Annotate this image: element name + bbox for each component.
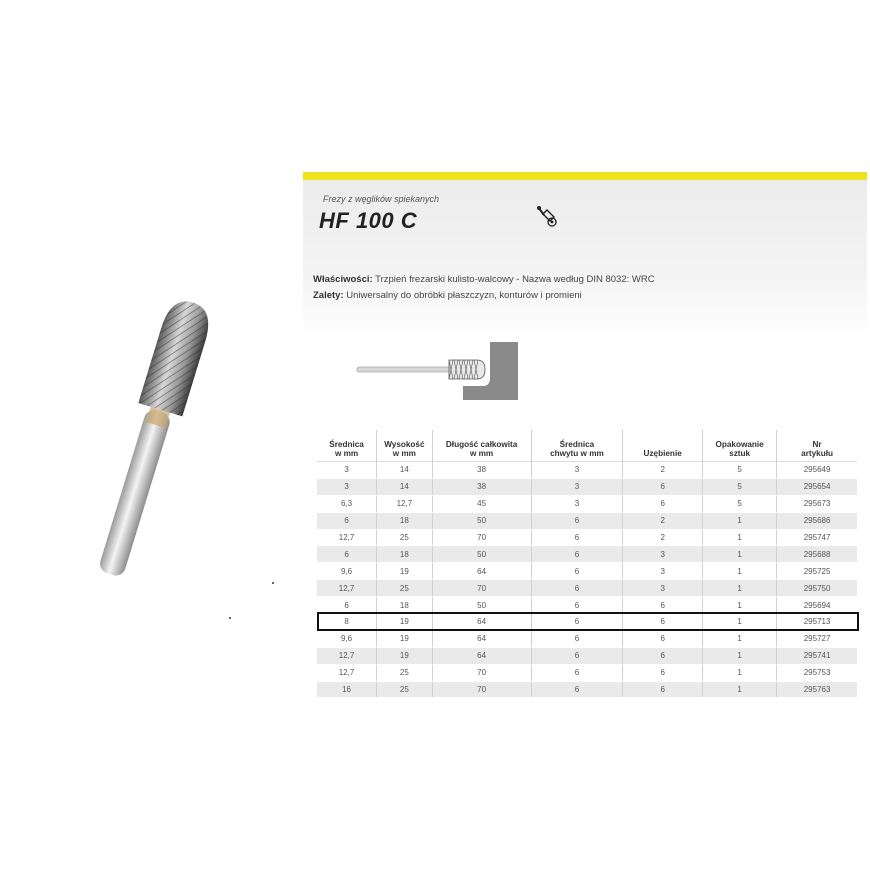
table-cell: 1 [703,563,777,580]
table-cell: 19 [377,614,433,631]
table-row [317,597,857,614]
table-cell: 38 [432,462,531,479]
table-cell: 2 [623,529,703,546]
table-cell: 3 [623,563,703,580]
table-row [317,630,857,647]
properties-label: Właściwości: [313,274,373,285]
table-cell: 6 [317,546,377,563]
table-cell: 6 [531,546,623,563]
accent-bar [303,172,867,180]
table-cell: 18 [377,597,433,614]
table-row [317,614,857,631]
table-row [317,546,857,563]
table-row [317,462,857,479]
table-cell: 6 [623,614,703,631]
table-cell: 1 [703,597,777,614]
table-cell: 295763 [777,681,857,698]
table-cell: 6 [531,563,623,580]
table-cell: 64 [432,630,531,647]
table-cell: 5 [703,478,777,495]
table-cell: 6 [623,647,703,664]
table-cell: 6,3 [317,495,377,512]
table-cell: 295694 [777,597,857,614]
col-teeth: Uzębienie [623,430,703,462]
table-cell: 1 [703,529,777,546]
table-cell: 3 [317,478,377,495]
table-cell: 6 [623,597,703,614]
table-cell: 3 [317,462,377,479]
table-row [317,478,857,495]
table-cell: 295725 [777,563,857,580]
table-cell: 2 [623,512,703,529]
table-cell: 14 [377,462,433,479]
carbide-burr-image [40,290,270,590]
table-cell: 3 [531,495,623,512]
table-row [317,580,857,597]
speck [272,582,274,584]
table-cell: 38 [432,478,531,495]
col-height: Wysokość w mm [377,430,433,462]
table-cell: 70 [432,529,531,546]
col-total-length: Długość całkowita w mm [432,430,531,462]
table-cell: 295741 [777,647,857,664]
col-pack-qty: Opakowanie sztuk [703,430,777,462]
table-cell: 14 [377,478,433,495]
table-cell: 295686 [777,512,857,529]
table-cell: 295688 [777,546,857,563]
table-cell: 1 [703,664,777,681]
table-row [317,512,857,529]
table-cell: 50 [432,546,531,563]
table-cell: 6 [317,512,377,529]
table-cell: 1 [703,647,777,664]
table-cell: 1 [703,580,777,597]
table-cell: 295747 [777,529,857,546]
col-article-no: Nr artykułu [777,430,857,462]
advantages-line [313,288,655,304]
table-cell: 70 [432,580,531,597]
table-cell: 1 [703,681,777,698]
table-cell: 6 [531,580,623,597]
table-cell: 19 [377,563,433,580]
specifications-table [317,430,857,698]
header-panel [303,180,867,340]
table-cell: 25 [377,664,433,681]
table-cell: 295750 [777,580,857,597]
table-cell: 295673 [777,495,857,512]
usage-profile-diagram [353,340,533,402]
table-cell: 3 [623,580,703,597]
properties-text: Trzpień frezarski kulisto-walcowy - Nazwa według DIN 8032: WRC [375,274,655,285]
table-cell: 25 [377,529,433,546]
table-cell: 18 [377,546,433,563]
table-cell: 8 [317,614,377,631]
table-cell: 45 [432,495,531,512]
table-cell: 9,6 [317,563,377,580]
product-title: HF 100 C [319,208,418,233]
die-grinder-icon [535,204,559,228]
table-cell: 1 [703,614,777,631]
table-cell: 2 [623,462,703,479]
table-cell: 6 [531,597,623,614]
table-cell: 12,7 [377,495,433,512]
table-cell: 50 [432,597,531,614]
table-body [317,462,857,698]
advantages-label: Zalety: [313,290,344,301]
catalog-sheet [303,172,867,702]
table-cell: 295649 [777,462,857,479]
table-cell: 25 [377,580,433,597]
table-cell: 12,7 [317,529,377,546]
table-cell: 18 [377,512,433,529]
table-cell: 295654 [777,478,857,495]
table-cell: 295753 [777,664,857,681]
table-cell: 6 [623,630,703,647]
table-cell: 12,7 [317,647,377,664]
table-cell: 6 [317,597,377,614]
table-cell: 70 [432,681,531,698]
table-cell: 5 [703,495,777,512]
table-cell: 3 [623,546,703,563]
table-row [317,647,857,664]
table-cell: 6 [531,512,623,529]
table-cell: 19 [377,630,433,647]
table-cell: 295713 [777,614,857,631]
table-cell: 9,6 [317,630,377,647]
table-cell: 19 [377,647,433,664]
category-subtitle: Frezy z węglików spiekanych [323,194,440,204]
table-cell: 1 [703,546,777,563]
properties-block [313,272,655,304]
table-cell: 25 [377,681,433,698]
table-cell: 6 [623,478,703,495]
col-shank-diameter: Średnica chwytu w mm [531,430,623,462]
table-row [317,563,857,580]
table-cell: 16 [317,681,377,698]
table-cell: 50 [432,512,531,529]
table-cell: 6 [531,681,623,698]
table-row [317,681,857,698]
table-cell: 6 [531,529,623,546]
table-cell: 3 [531,478,623,495]
table-cell: 6 [623,681,703,698]
table-cell: 295727 [777,630,857,647]
table-cell: 3 [531,462,623,479]
table-cell: 64 [432,563,531,580]
table-cell: 64 [432,614,531,631]
speck [229,617,231,619]
table-row [317,664,857,681]
table-cell: 6 [623,664,703,681]
table-cell: 70 [432,664,531,681]
table-cell: 64 [432,647,531,664]
table-cell: 6 [531,664,623,681]
table-cell: 1 [703,630,777,647]
table-cell: 6 [531,647,623,664]
table-cell: 6 [531,630,623,647]
table-row [317,529,857,546]
table-cell: 12,7 [317,664,377,681]
table-header-row [317,430,857,462]
advantages-text: Uniwersalny do obróbki płaszczyzn, konturów i promieni [346,290,582,301]
table-row [317,495,857,512]
table-cell: 5 [703,462,777,479]
table-cell: 12,7 [317,580,377,597]
table-cell: 6 [531,614,623,631]
col-diameter: Średnica w mm [329,440,364,458]
table-cell: 1 [703,512,777,529]
table-cell: 6 [623,495,703,512]
properties-line [313,272,655,288]
